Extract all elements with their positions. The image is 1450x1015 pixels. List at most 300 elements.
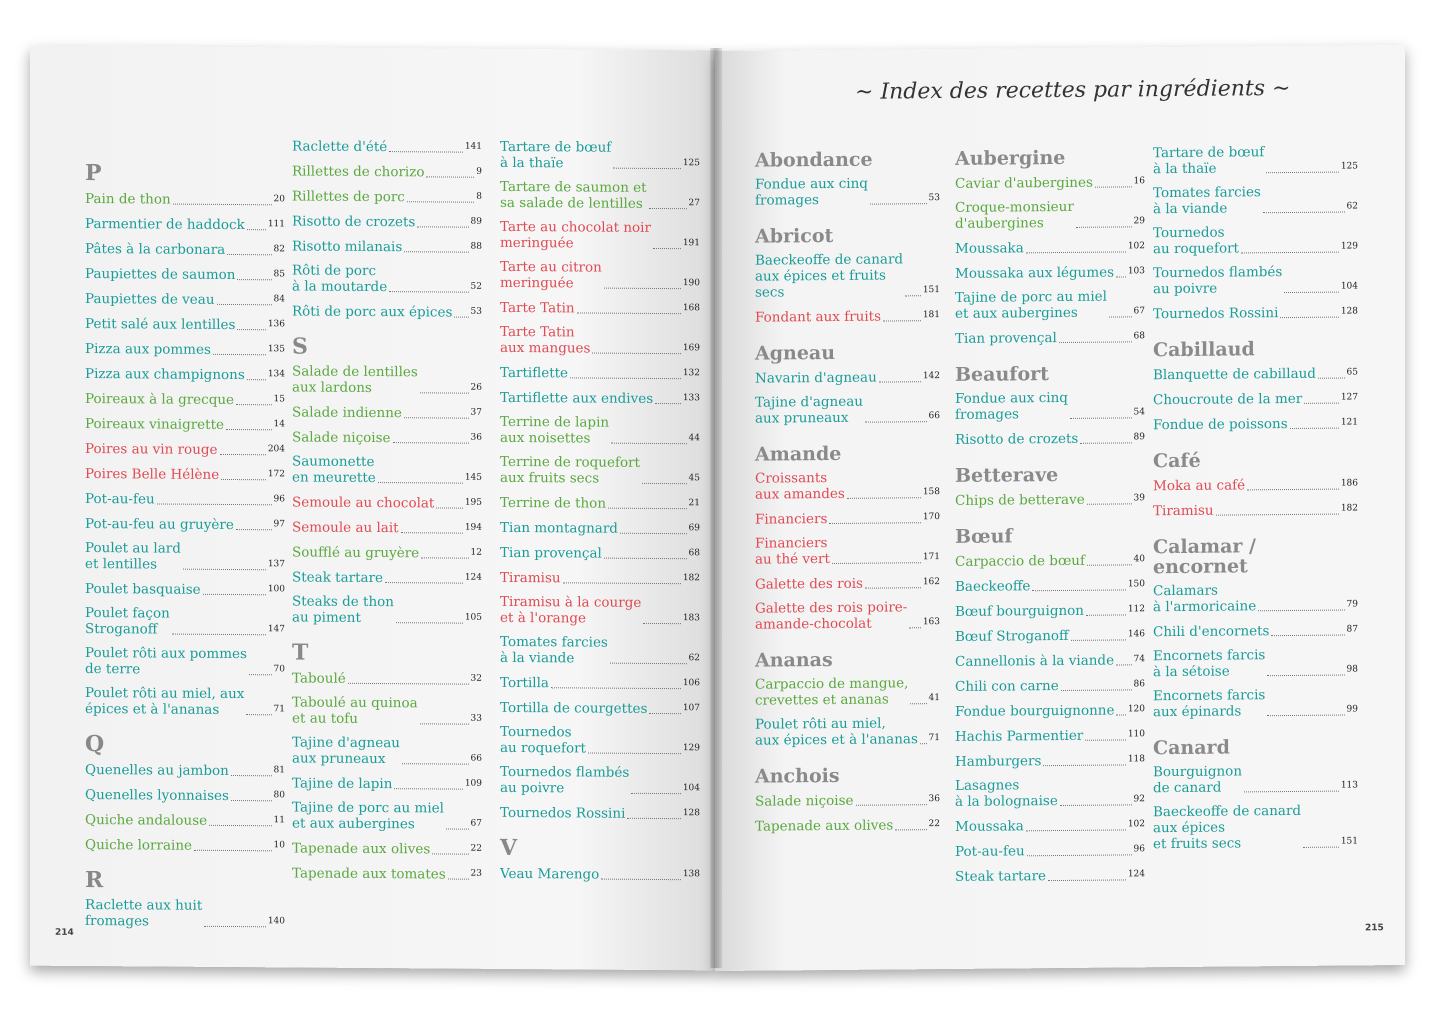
- leader-dots: [1247, 489, 1339, 491]
- right-page: [715, 45, 1405, 971]
- index-entry: [500, 139, 700, 172]
- recipe-name: Pâtes à la carbonara: [85, 240, 226, 258]
- recipe-name: Tajine de lapin: [292, 775, 393, 793]
- leader-dots: [829, 522, 920, 524]
- page-ref: 146: [1127, 629, 1145, 640]
- leader-dots: [393, 442, 469, 444]
- leader-dots: [1032, 589, 1125, 591]
- recipe-name: Tournedos au roquefort: [1153, 224, 1239, 258]
- leader-dots: [1061, 689, 1132, 691]
- recipe-name: Tian provençal: [955, 330, 1057, 347]
- page-ref: 124: [1127, 869, 1145, 880]
- index-entry: [500, 389, 700, 407]
- leader-dots: [1263, 212, 1345, 214]
- recipe-name: Poireaux à la grecque: [85, 390, 235, 409]
- index-entry: [292, 363, 482, 396]
- leader-dots: [865, 421, 927, 423]
- leader-dots: [1095, 186, 1132, 187]
- index-entry: [500, 674, 700, 692]
- index-entry: [500, 634, 700, 667]
- index-entry: [500, 699, 700, 717]
- recipe-name: Baeckeoffe: [955, 578, 1031, 595]
- recipe-name: Terrine de thon: [500, 494, 607, 512]
- index-entry: [292, 262, 482, 295]
- recipe-name: Blanquette de cabillaud: [1153, 365, 1316, 384]
- index-entry: [1153, 686, 1358, 720]
- leader-dots: [1266, 172, 1339, 174]
- index-entry: [292, 734, 482, 767]
- page-ref: 118: [1127, 754, 1145, 765]
- page-ref: 107: [682, 703, 700, 714]
- leader-dots: [1116, 276, 1126, 277]
- index-entry: [755, 675, 940, 709]
- page-ref: 137: [267, 559, 285, 570]
- ingredient-heading: Anchois: [755, 764, 840, 788]
- leader-dots: [394, 788, 462, 789]
- leader-dots: [1116, 664, 1131, 665]
- recipe-name: Raclette aux huit fromages: [85, 896, 203, 930]
- page-ref: 129: [1340, 241, 1358, 252]
- leader-dots: [448, 879, 469, 880]
- page-ref: 163: [922, 617, 940, 628]
- page-ref: 97: [273, 519, 285, 530]
- index-entry: [1153, 581, 1358, 615]
- leader-dots: [420, 392, 469, 393]
- index-entry: [500, 865, 700, 883]
- leader-dots: [389, 291, 468, 293]
- recipe-name: Pizza aux pommes: [85, 340, 211, 358]
- page-ref: 11: [273, 815, 285, 826]
- page-ref: 89: [470, 216, 482, 227]
- page-ref: 98: [1346, 664, 1358, 675]
- leader-dots: [454, 317, 468, 318]
- page-ref: 113: [1340, 780, 1358, 791]
- leader-dots: [905, 295, 921, 296]
- recipe-name: Moussaka aux légumes: [955, 264, 1115, 282]
- index-entry: [85, 897, 285, 930]
- index-entry: [500, 594, 700, 627]
- recipe-name: Tarte Tatin: [500, 299, 575, 317]
- recipe-name: Taboulé au quinoa et au tofu: [292, 694, 418, 727]
- recipe-name: Poulet basquaise: [85, 580, 201, 598]
- page-ref: 140: [267, 916, 285, 927]
- recipe-name: Croque-monsieur d'aubergines: [955, 198, 1074, 232]
- ingredient-heading: Café: [1153, 449, 1201, 473]
- recipe-name: Fondue aux cinq fromages: [955, 389, 1068, 423]
- leader-dots: [879, 381, 921, 382]
- index-entry: [955, 238, 1145, 257]
- recipe-name: Tournedos flambés au poivre: [500, 763, 630, 797]
- leader-dots: [610, 663, 687, 665]
- page-ref: 172: [267, 469, 285, 480]
- recipe-name: Carpaccio de mangue, crevettes et ananas: [755, 675, 909, 709]
- page-ref: 89: [1133, 432, 1145, 443]
- recipe-name: Tarte au citron meringuée: [500, 258, 602, 292]
- page-ref: 36: [928, 794, 940, 805]
- page-ref: 67: [1133, 306, 1145, 317]
- page-ref: 68: [1133, 331, 1145, 342]
- section-letter: T: [292, 639, 309, 666]
- page-ref: 110: [1127, 729, 1145, 740]
- index-entry: [85, 605, 285, 638]
- index-entry: [500, 364, 700, 382]
- leader-dots: [570, 377, 681, 379]
- page-ref: 168: [682, 303, 700, 314]
- recipe-name: Pain de thon: [85, 190, 171, 208]
- recipe-name: Tapenade aux olives: [755, 817, 894, 835]
- leader-dots: [157, 503, 272, 505]
- leader-dots: [870, 203, 927, 204]
- page-ref: 74: [1133, 654, 1145, 665]
- leader-dots: [404, 417, 469, 418]
- title-flourish-left: ~: [855, 79, 874, 105]
- recipe-name: Steaks de thon au piment: [292, 593, 394, 626]
- page-ref: 26: [470, 382, 482, 393]
- recipe-name: Fondue aux cinq fromages: [755, 175, 868, 209]
- leader-dots: [608, 508, 687, 510]
- index-entry: [755, 534, 940, 568]
- index-entry: [500, 804, 700, 822]
- leader-dots: [436, 507, 462, 508]
- page-ref: 151: [1340, 836, 1358, 847]
- page-ref: 69: [688, 523, 700, 534]
- recipe-name: Quenelles lyonnaises: [85, 786, 229, 804]
- recipe-name: Soufflé au gruyère: [292, 544, 420, 562]
- index-entry: [755, 307, 940, 326]
- leader-dots: [883, 320, 921, 321]
- recipe-name: Lasagnes à la bolognaise: [955, 777, 1058, 810]
- index-entry: [955, 576, 1145, 595]
- recipe-name: Chili con carne: [955, 678, 1059, 695]
- leader-dots: [1048, 879, 1126, 881]
- recipe-name: Paupiettes de veau: [85, 290, 215, 308]
- page-ref: 136: [267, 319, 285, 330]
- index-entry: [85, 240, 285, 258]
- index-entry: [85, 490, 285, 508]
- recipe-name: Tartare de bœuf à la thaïe: [1153, 144, 1265, 178]
- page-ref: 142: [922, 371, 940, 382]
- page-ref: 8: [476, 191, 482, 202]
- page-ref: 109: [464, 778, 482, 789]
- page-ref: 190: [682, 278, 700, 289]
- recipe-name: Poires Belle Hélène: [85, 465, 220, 483]
- leader-dots: [563, 582, 681, 584]
- recipe-name: Financiers au thé vert: [755, 535, 830, 568]
- index-entry: [292, 428, 482, 446]
- index-entry: [500, 519, 700, 537]
- index-entry: [1153, 646, 1358, 680]
- index-entry: [1153, 223, 1358, 257]
- page-ref: 22: [928, 819, 940, 830]
- index-entry: [755, 715, 940, 749]
- index-entry: [292, 799, 482, 832]
- leader-dots: [1087, 564, 1132, 565]
- recipe-name: Pizza aux champignons: [85, 365, 245, 384]
- index-entry: [500, 414, 700, 447]
- page-ref: 147: [267, 624, 285, 635]
- recipe-name: Tomates farcies à la viande: [500, 633, 608, 667]
- index-entry: [955, 198, 1145, 232]
- recipe-name: Baeckeoffe de canard aux épices et fruits secs: [1153, 802, 1302, 853]
- section-letter: R: [85, 866, 104, 894]
- index-entry: [955, 601, 1145, 620]
- leader-dots: [183, 569, 266, 571]
- leader-dots: [389, 151, 463, 153]
- page-ref: 99: [1346, 704, 1358, 715]
- recipe-name: Rôti de porc aux épices: [292, 303, 453, 321]
- leader-dots: [1258, 610, 1344, 612]
- page-ref: 37: [470, 407, 482, 418]
- recipe-name: Navarin d'agneau: [755, 369, 877, 387]
- page-ref: 100: [267, 584, 285, 595]
- page-ref: 191: [682, 238, 700, 249]
- index-entry: [955, 651, 1145, 670]
- recipe-name: Hachis Parmentier: [955, 727, 1084, 745]
- index-entry: [292, 162, 482, 180]
- recipe-name: Tortilla: [500, 674, 549, 692]
- page-ref: 102: [1127, 819, 1145, 830]
- page-ref: 33: [470, 713, 482, 724]
- page-ref: 41: [928, 693, 940, 704]
- recipe-name: Choucroute de la mer: [1153, 390, 1303, 409]
- index-entry: [500, 259, 700, 292]
- recipe-name: Tapenade aux olives: [292, 840, 431, 858]
- page-ref: 71: [928, 733, 940, 744]
- page-ref: 129: [682, 743, 700, 754]
- recipe-name: Tartiflette: [500, 364, 569, 382]
- ingredient-heading: Betterave: [955, 464, 1059, 487]
- leader-dots: [1026, 829, 1126, 831]
- leader-dots: [620, 533, 687, 534]
- index-entry: [1153, 500, 1358, 519]
- section-letter: P: [85, 159, 102, 187]
- leader-dots: [209, 825, 271, 826]
- page-ref: 66: [928, 411, 940, 422]
- right-column-1: [755, 131, 940, 843]
- index-entry: [292, 568, 482, 586]
- leader-dots: [856, 804, 927, 806]
- index-entry: [755, 368, 940, 387]
- recipe-name: Poulet rôti aux pommes de terre: [85, 644, 247, 678]
- recipe-name: Rôti de porc à la moutarde: [292, 262, 388, 296]
- page-ref: 195: [464, 497, 482, 508]
- leader-dots: [194, 850, 272, 852]
- leader-dots: [655, 403, 681, 404]
- index-entry: [500, 299, 700, 317]
- leader-dots: [172, 634, 266, 636]
- recipe-name: Quenelles au jambon: [85, 761, 229, 779]
- recipe-name: Tartare de saumon et sa salade de lentilles: [500, 178, 647, 212]
- leader-dots: [173, 204, 272, 206]
- ingredient-heading: Agneau: [755, 341, 836, 365]
- index-entry: [292, 694, 482, 727]
- page-ref: 134: [267, 369, 285, 380]
- recipe-name: Tournedos au roquefort: [500, 723, 586, 757]
- index-entry: [1153, 762, 1358, 796]
- page-ref: 133: [682, 393, 700, 404]
- index-entry: [500, 544, 700, 562]
- recipe-name: Encornets farcis à la sétoise: [1153, 647, 1266, 681]
- leader-dots: [378, 482, 463, 484]
- page-ref: 32: [470, 673, 482, 684]
- leader-dots: [247, 379, 266, 380]
- recipe-name: Quiche andalouse: [85, 811, 208, 829]
- recipe-name: Risotto de crozets: [955, 430, 1079, 448]
- page-ref: 20: [273, 194, 285, 205]
- index-entry: [85, 836, 285, 854]
- leader-dots: [865, 587, 921, 588]
- index-entry: [292, 669, 482, 687]
- recipe-name: Tiramisu: [500, 569, 561, 587]
- index-entry: [1153, 389, 1358, 408]
- page-ref: 87: [1346, 624, 1358, 635]
- page-ref: 62: [1346, 201, 1358, 212]
- index-entry: [292, 453, 482, 486]
- ingredient-heading: Canard: [1153, 736, 1230, 760]
- page-ref: 103: [1127, 266, 1145, 277]
- leader-dots: [1216, 514, 1339, 516]
- ingredient-heading: Beaufort: [955, 363, 1049, 386]
- page-ref: 162: [922, 577, 940, 588]
- page-ref: 170: [922, 512, 940, 523]
- index-entry: [85, 265, 285, 283]
- index-entry: [292, 212, 482, 230]
- page-ref: 22: [470, 843, 482, 854]
- index-entry: [85, 365, 285, 383]
- section-letter: Q: [85, 730, 105, 758]
- ingredient-heading: Calamar / encornet: [1153, 535, 1256, 579]
- leader-dots: [446, 829, 469, 830]
- index-entry: [85, 465, 285, 483]
- page-ref: 158: [922, 487, 940, 498]
- leader-dots: [1109, 316, 1132, 317]
- leader-dots: [231, 800, 272, 801]
- leader-dots: [847, 497, 921, 499]
- recipe-name: Saumonette en meurette: [292, 453, 376, 487]
- recipe-name: Moussaka: [955, 818, 1024, 835]
- recipe-name: Calamars à l'armoricaine: [1153, 582, 1257, 616]
- recipe-name: Petit salé aux lentilles: [85, 315, 236, 334]
- leader-dots: [551, 687, 681, 689]
- page-ref: 96: [273, 494, 285, 505]
- page-ref: 105: [464, 612, 482, 623]
- leader-dots: [1318, 378, 1345, 379]
- recipe-name: Risotto milanais: [292, 238, 403, 256]
- index-entry: [292, 839, 482, 857]
- index-entry: [85, 190, 285, 208]
- leader-dots: [592, 353, 680, 355]
- leader-dots: [420, 723, 469, 724]
- leader-dots: [432, 853, 468, 854]
- page-ref: 151: [922, 285, 940, 296]
- leader-dots: [226, 429, 272, 430]
- recipe-name: Baeckeoffe de canard aux épices et fruits secs: [755, 251, 904, 301]
- page-ref: 14: [273, 419, 285, 430]
- page-ref: 29: [1133, 216, 1145, 227]
- page-number-left: 214: [55, 927, 74, 938]
- index-entry: [500, 179, 700, 212]
- leader-dots: [1070, 417, 1132, 419]
- leader-dots: [246, 714, 271, 715]
- recipe-name: Rillettes de chorizo: [292, 163, 425, 181]
- page-ref: 40: [1133, 554, 1145, 565]
- recipe-name: Tomates farcies à la viande: [1153, 184, 1261, 218]
- ingredient-heading: Cabillaud: [1153, 338, 1255, 362]
- leader-dots: [385, 582, 463, 584]
- recipe-name: Bœuf bourguignon: [955, 602, 1084, 620]
- recipe-name: Tian provençal: [500, 544, 602, 562]
- index-entry: [85, 515, 285, 533]
- page-ref: 106: [682, 678, 700, 689]
- leader-dots: [1026, 251, 1126, 253]
- index-entry: [1153, 621, 1358, 640]
- recipe-name: Salade indienne: [292, 404, 402, 422]
- index-entry: [955, 328, 1145, 347]
- page-ref: 52: [470, 281, 482, 292]
- leader-dots: [1303, 847, 1339, 848]
- leader-dots: [1060, 804, 1132, 806]
- recipe-name: Steak tartare: [955, 868, 1047, 885]
- recipe-name: Parmentier de haddock: [85, 215, 245, 234]
- leader-dots: [231, 775, 272, 776]
- page-ref: 132: [682, 368, 700, 379]
- book-spread: [30, 48, 1420, 973]
- leader-dots: [236, 404, 272, 405]
- recipe-name: Poires au vin rouge: [85, 440, 218, 458]
- index-entry: [85, 761, 285, 779]
- page-ref: 183: [682, 613, 700, 624]
- index-entry: [500, 494, 700, 512]
- ingredient-heading: Abricot: [755, 224, 834, 248]
- index-entry: [85, 315, 285, 333]
- recipe-name: Semoule au lait: [292, 519, 399, 537]
- page-ref: 145: [464, 472, 482, 483]
- index-entry: [500, 454, 700, 487]
- page-ref: 125: [1340, 161, 1358, 172]
- left-column-1: [85, 146, 285, 938]
- page-ref: 62: [688, 653, 700, 664]
- page-ref: 88: [470, 241, 482, 252]
- leader-dots: [1043, 764, 1125, 766]
- index-entry: [955, 288, 1145, 322]
- recipe-name: Tiramisu: [1153, 502, 1214, 520]
- page-ref: 104: [682, 783, 700, 794]
- leader-dots: [1267, 675, 1344, 677]
- index-entry: [955, 866, 1145, 885]
- index-entry: [500, 764, 700, 797]
- page-ref: 53: [470, 306, 482, 317]
- leader-dots: [920, 743, 927, 744]
- leader-dots: [653, 248, 681, 249]
- page-ref: 84: [273, 294, 285, 305]
- index-entry: [755, 791, 940, 810]
- recipe-name: Poulet au lard et lentilles: [85, 539, 181, 573]
- page-ref: 121: [1340, 417, 1358, 428]
- page-ref: 45: [688, 473, 700, 484]
- recipe-name: Taboulé: [292, 670, 346, 687]
- index-entry: [292, 774, 482, 792]
- section-letter: S: [292, 333, 308, 360]
- page-ref: 54: [1133, 407, 1145, 418]
- leader-dots: [1087, 503, 1132, 504]
- index-entry: [85, 440, 285, 458]
- recipe-name: Tournedos flambés au poivre: [1153, 264, 1283, 298]
- leader-dots: [588, 753, 681, 755]
- page-ref: 65: [1346, 367, 1358, 378]
- recipe-name: Moussaka: [955, 240, 1024, 257]
- index-entry: [955, 676, 1145, 695]
- page-ref: 125: [682, 158, 700, 169]
